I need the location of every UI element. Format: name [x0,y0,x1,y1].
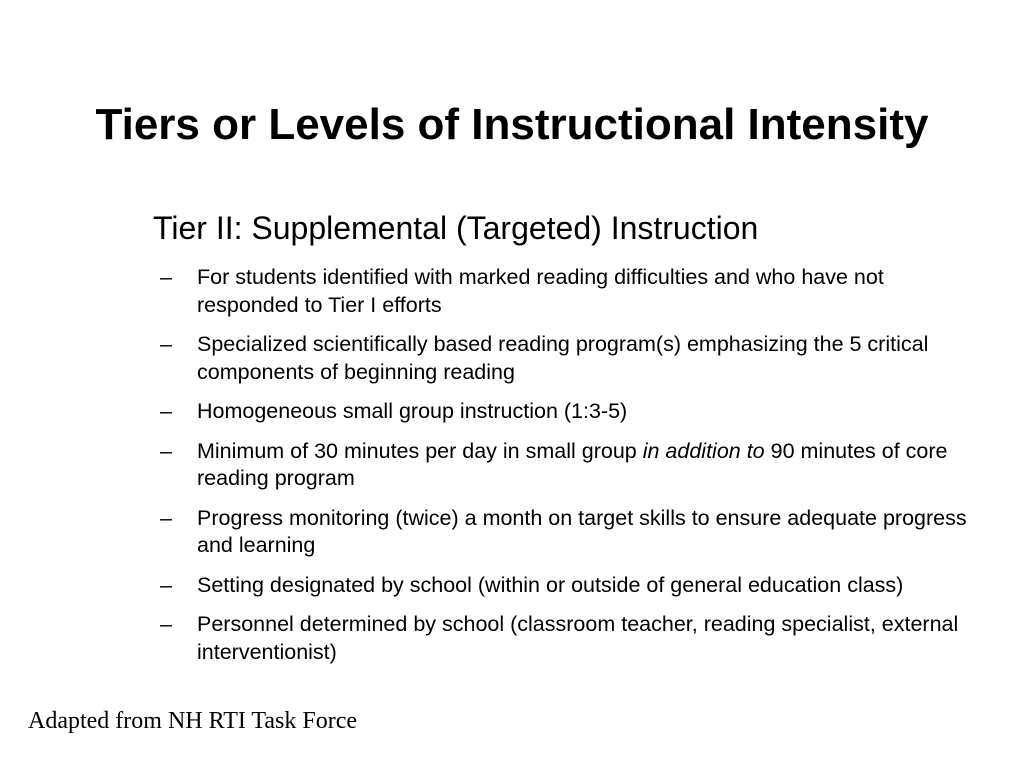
bullet-dash: – [160,505,172,530]
bullet-text-part: 90 minutes of core reading program [197,438,948,490]
source-attribution: Adapted from NH RTI Task Force [28,708,358,734]
bullet-text: Setting designated by school (within or outside of general education class) [197,572,904,597]
bullet-list [160,264,980,678]
bullet-dash: – [160,572,172,597]
slide-title: Tiers or Levels of Instructional Intensity [95,100,929,149]
bullet-text: For students identified with marked reading difficulties and who have not responded to Tier I efforts [197,265,884,317]
bullet-item [160,438,980,493]
bullet-item [160,611,980,666]
bullet-item [160,264,980,319]
bullet-item [160,505,980,560]
slide-subtitle: Tier II: Supplemental (Targeted) Instruction [153,210,759,246]
bullet-text: Homogeneous small group instruction (1:3-5) [197,399,628,423]
bullet-item [160,572,980,600]
bullet-dash: – [160,332,172,356]
bullet-emphasis: in addition to [642,438,765,463]
bullet-dash: – [160,612,172,636]
bullet-item [160,331,980,386]
bullet-dash: – [160,399,172,423]
bullet-text: Specialized scientifically based reading program(s) emphasizing the 5 critical components of beginning reading [197,332,929,384]
bullet-text: Personnel determined by school (classroom teacher, reading specialist, external interventionist) [197,612,959,664]
bullet-text: Progress monitoring (twice) a month on target skills to ensure adequate progress and learning [197,505,967,557]
bullet-dash: – [160,265,172,289]
bullet-text-part: Minimum of 30 minutes per day in small group [197,438,643,463]
bullet-item [160,398,980,426]
bullet-dash: – [160,438,172,463]
